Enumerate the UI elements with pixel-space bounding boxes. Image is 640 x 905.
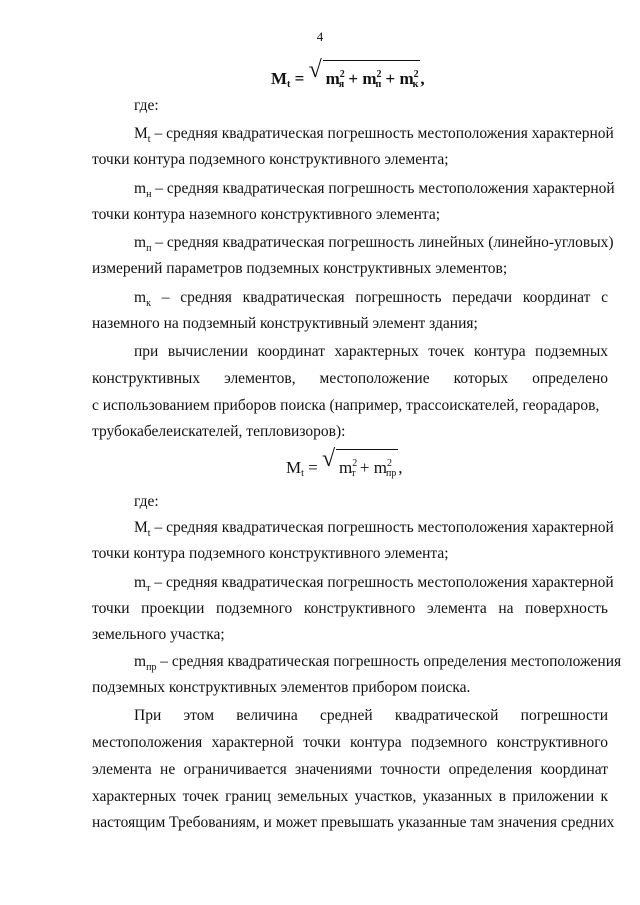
formula-main bbox=[271, 57, 425, 97]
def-symbol-sub: к bbox=[146, 298, 151, 310]
term-sup: 2 bbox=[413, 69, 419, 80]
def-symbol-sub: t bbox=[147, 528, 151, 540]
def-symbol: M bbox=[134, 125, 148, 142]
term-sup: 2 bbox=[386, 458, 392, 469]
def-symbol-sub: т bbox=[146, 583, 151, 595]
page-number: 4 bbox=[316, 29, 324, 44]
def-text: – средняя квадратическая погрешность местоположения характерной bbox=[154, 519, 614, 536]
formula-lhs-sub: t bbox=[301, 468, 304, 479]
paragraph-line: настоящим Требованиям, и может превышать указанные там значения средних bbox=[92, 814, 615, 831]
formula-comma: , bbox=[398, 458, 403, 477]
definition-line: измерений параметров подземных конструктивных элементов; bbox=[92, 260, 508, 277]
formula-lhs: M bbox=[286, 458, 302, 477]
term-sub: т bbox=[351, 468, 356, 479]
def-symbol: m bbox=[134, 289, 147, 306]
definition-line bbox=[134, 124, 614, 150]
definition-line: земельного участка; bbox=[92, 626, 225, 643]
term-m: m bbox=[362, 69, 377, 88]
paragraph-line: При этом величина средней квадратической погрешности bbox=[134, 707, 608, 724]
paragraph-line: с использованием приборов поиска (например, трассоискателей, георадаров, bbox=[92, 397, 600, 414]
definition-line: точки проекции подземного конструктивного элемента на поверхность bbox=[92, 600, 608, 617]
formula-secondary bbox=[286, 446, 403, 486]
def-symbol-sub: н bbox=[146, 189, 152, 201]
radical-sign-icon: √ bbox=[308, 57, 322, 83]
def-symbol: m bbox=[134, 653, 147, 670]
term-sup: 2 bbox=[352, 458, 358, 469]
def-text: – средняя квадратическая погрешность местоположения характерной bbox=[155, 180, 615, 197]
radicand bbox=[336, 449, 398, 486]
definition-line: точки контура наземного конструктивного элемента; bbox=[92, 206, 441, 223]
radical bbox=[322, 446, 398, 486]
paragraph-line: конструктивных элементов, местоположение которых определено bbox=[92, 370, 608, 387]
where-label: где: bbox=[134, 493, 159, 510]
term-m: m bbox=[399, 69, 414, 88]
formula-lhs-sub: t bbox=[287, 79, 291, 90]
plus: + bbox=[385, 69, 396, 88]
def-text: – средняя квадратическая погрешность линейных (линейно-угловых) bbox=[155, 234, 614, 251]
plus: + bbox=[348, 69, 359, 88]
term-sup: 2 bbox=[339, 69, 345, 80]
formula-comma: , bbox=[420, 69, 425, 88]
definition-line: наземного на подземный конструктивный элемент здания; bbox=[92, 315, 478, 332]
term-m: m bbox=[373, 458, 387, 477]
def-symbol-sub: пр bbox=[146, 662, 157, 674]
def-symbol: m bbox=[134, 574, 147, 591]
term-sub: я bbox=[338, 79, 345, 90]
term-m: m bbox=[325, 69, 340, 88]
formula-eq: = bbox=[308, 458, 318, 477]
def-symbol: m bbox=[134, 234, 147, 251]
radicand bbox=[323, 60, 421, 97]
term-sub: к bbox=[412, 79, 419, 90]
def-symbol-sub: п bbox=[146, 243, 152, 255]
definition-line bbox=[134, 179, 615, 205]
formula-lhs: M bbox=[271, 69, 288, 88]
definition-line bbox=[134, 573, 614, 599]
paragraph-line: элемента не ограничивается значениями точности определения координат bbox=[92, 761, 608, 778]
plus: + bbox=[359, 458, 370, 477]
paragraph-line: местоположения характерной точки контура подземного конструктивного bbox=[92, 734, 608, 751]
definition-line bbox=[134, 518, 614, 544]
definition-line: подземных конструктивных элементов прибором поиска. bbox=[92, 679, 471, 696]
paragraph-line: при вычислении координат характерных точек контура подземных bbox=[134, 343, 608, 360]
where-label: где: bbox=[134, 97, 159, 114]
term-sub: пр bbox=[385, 468, 397, 479]
def-text: – средняя квадратическая погрешность местоположения характерной bbox=[154, 574, 614, 591]
radical-sign-icon: √ bbox=[322, 446, 336, 472]
term-sub: п bbox=[375, 79, 382, 90]
definition-line: точки контура подземного конструктивного элемента; bbox=[92, 151, 449, 168]
definition-line bbox=[134, 233, 614, 259]
paragraph-line: трубокабелеискателей, тепловизоров): bbox=[92, 423, 346, 440]
def-text: – средняя квадратическая погрешность передачи координат с bbox=[161, 289, 609, 306]
definition-line: точки контура подземного конструктивного элемента; bbox=[92, 545, 449, 562]
def-text: – средняя квадратическая погрешность определения местоположения bbox=[160, 653, 622, 670]
term-m: m bbox=[339, 458, 353, 477]
definition-line bbox=[134, 288, 608, 314]
def-symbol: M bbox=[134, 519, 148, 536]
paragraph-line: характерных точек границ земельных участков, указанных в приложении к bbox=[92, 788, 608, 805]
definition-line bbox=[134, 652, 622, 678]
def-symbol-sub: t bbox=[147, 134, 151, 146]
radical bbox=[308, 57, 421, 97]
formula-eq: = bbox=[294, 69, 305, 88]
def-text: – средняя квадратическая погрешность местоположения характерной bbox=[154, 125, 614, 142]
term-sup: 2 bbox=[376, 69, 382, 80]
def-symbol: m bbox=[134, 180, 147, 197]
